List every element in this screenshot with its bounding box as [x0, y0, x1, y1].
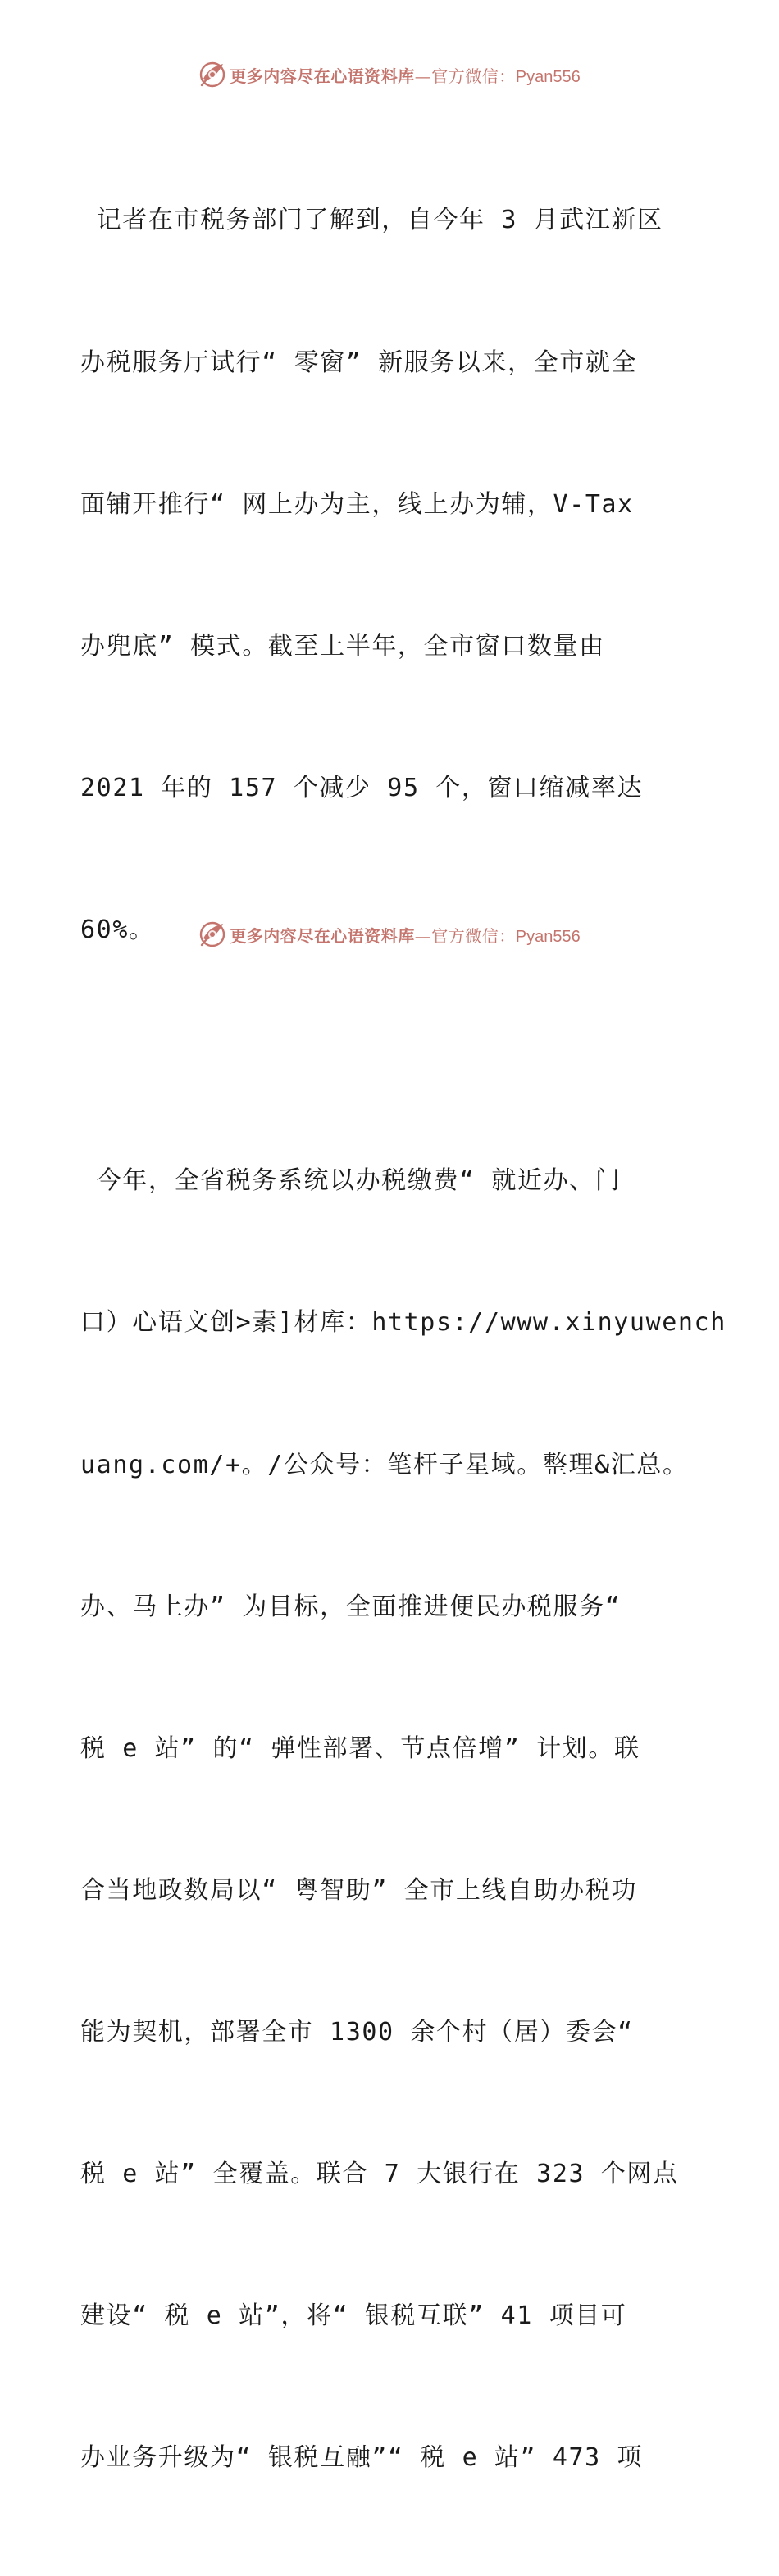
- text-line: 2021 年的 157 个减少 95 个，窗口缩减率达: [80, 773, 644, 802]
- text-line: 能为契机，部署全市 1300 余个村（居）委会“: [80, 2017, 634, 2047]
- watermark-text: [230, 63, 580, 87]
- text-line: 办、马上办” 为目标，全面推进便民办税服务“: [80, 1592, 622, 1621]
- text-line: 办税服务厅试行“ 零窗” 新服务以来，全市就全: [80, 348, 638, 377]
- quill-pen-logo-icon: [198, 61, 226, 89]
- watermark-label: 官方微信：: [431, 66, 516, 86]
- text-line: 税 e 站” 的“ 弹性部署、节点倍增” 计划。联: [80, 1733, 640, 1763]
- text-line: 口）心语文创>素]材库：https://www.xinyuwench: [80, 1308, 727, 1338]
- footer-watermark-banner: [0, 918, 779, 951]
- text-line: 税 e 站” 全覆盖。联合 7 大银行在 323 个网点: [80, 2160, 679, 2189]
- watermark-dash: —: [414, 925, 432, 946]
- watermark-text: [230, 923, 580, 947]
- text-line: 办兜底” 模式。截至上半年，全市窗口数量由: [80, 631, 605, 661]
- watermark-dash: —: [414, 66, 432, 86]
- watermark-label: 官方微信：: [431, 925, 516, 946]
- watermark-wechat-id: Pyan556: [515, 67, 581, 86]
- text-line: 建设“ 税 e 站”，将“ 银税互联” 41 项目可: [80, 2301, 627, 2331]
- watermark-wechat-id: Pyan556: [515, 927, 581, 946]
- watermark-group: [198, 61, 580, 89]
- watermark-main-text: 更多内容尽在心语资料库: [230, 925, 415, 946]
- watermark-group: [198, 920, 580, 948]
- quill-pen-logo-icon: [198, 920, 226, 948]
- document-body: [80, 102, 727, 2576]
- text-line: 60%。: [80, 915, 155, 944]
- text-line: 记者在市税务部门了解到，自今年 3 月武江新区: [80, 206, 663, 235]
- text-line: 合当地政数局以“ 粤智助” 全市上线自助办税功: [80, 1875, 638, 1905]
- text-line: 面铺开推行“ 网上办为主，线上办为辅，V-Tax: [80, 489, 634, 519]
- text-line: uang.com/+。/公众号：笔杆子星域。整理&汇总。: [80, 1450, 689, 1479]
- text-line: 办业务升级为“ 银税互融”“ 税 e 站” 473 项: [80, 2443, 644, 2473]
- text-line: 今年，全省税务系统以办税缴费“ 就近办、门: [80, 1166, 622, 1196]
- header-watermark-banner: [0, 58, 779, 91]
- paragraph-1: [80, 102, 704, 1048]
- paragraph-2: [80, 1063, 727, 2576]
- watermark-main-text: 更多内容尽在心语资料库: [230, 66, 415, 86]
